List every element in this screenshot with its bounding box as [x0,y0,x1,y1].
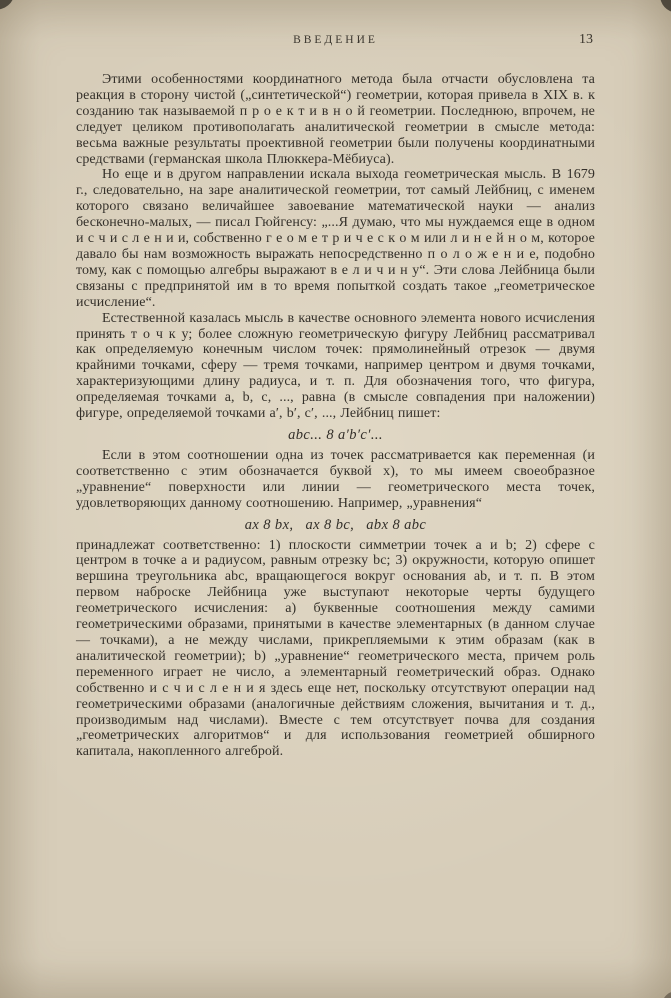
formula-congruence-points: abc... 8 a′b′c′... [288,426,383,443]
formula-equations: ax 8 bx, ax 8 bc, abx 8 abc [244,516,427,533]
scan-artifact-top-left [0,0,14,10]
text-block [76,34,595,760]
scan-artifact-bottom-right [662,991,671,998]
running-title: ВВЕДЕНИЕ [293,34,378,46]
paragraph-3: Естественной казалась мысль в качестве основного элемента нового исчисления принять т о ч к у; более сложную геометрическую фигуру Лейбниц рассматривал как определяемую конечным числом точек: прямолинейный отрезок — двумя крайними точками, сферу — тремя точками, например центром и двумя точками, характеризующими длину радиуса, и т. п. Для обозначения того, что фигура, определяемая точками a, b, c, ..., равна (в смысле совпадения при наложении) фигуре, определяемой точками a′, b′, c′, ..., Лейбниц пишет: [76,310,595,422]
scan-artifact-top-right [660,0,671,12]
paragraph-1: Этими особенностями координатного метода была отчасти обусловлена та реакция в сторону чистой („синтетической“) геометрии, которая привела в XIX в. к созданию так называемой п р о е к т и в н о й геометрии. Последнюю, впрочем, не следует целиком противополагать аналитической геометрии в смысле метода: весьма важные результаты проективной геометрии были получены координатными средствами (германская школа Плюккера-Мёбиуса). [76,72,595,167]
page-header [76,34,595,52]
paragraph-2: Но еще и в другом направлении искала выхода геометрическая мысль. В 1679 г., следовательно, на заре аналитической геометрии, тот самый Лейбниц, с именем которого связано величайшее завоевание математической науки — анализ бесконечно-малых, — писал Гюйгенсу: „...Я думаю, что мы нуждаемся еще в одном и с ч и с л е н и и, собственно г е о м е т р и ч е с к о м или л и н е й н о м, которое давало бы нам возможность выражать непосредственно п о л о ж е н и е, подобно тому, как с помощью алгебры выражают в е л и ч и н у“. Эти слова Лейбница были связаны с предпринятой им в то время попыткой создать такое „геометрическое исчисление“. [76,167,595,310]
paragraph-4: Если в этом соотношении одна из точек рассматривается как переменная (и соответственно с этим обозначается буквой x), то мы имеем своеобразное „уравнение“ поверхности или линии — геометрического места точек, удовлетворяющих данному соотношению. Например, „уравнения“ [76,447,595,511]
page-number: 13 [579,32,593,47]
body-text [76,72,595,760]
paragraph-5: принадлежат соответственно: 1) плоскости симметрии точек a и b; 2) сфере с центром в точке a и радиусом, равным отрезку bc; 3) окружности, которую опишет вершина треугольника abc, вращающегося вокруг основания ab, и т. п. В этом первом наброске Лейбница уже выступают некоторые черты будущего геометрического исчисления: a) буквенные соотношения между самими геометрическими образами, принятыми в качестве элементарных (в данном случае — точками), а не между числами, прикрепляемыми к этим образам (как в аналитической геометрии); b) „уравнение“ геометрического места, причем роль переменного играет не число, а элементарный геометрический образ. Однако собственно и с ч и с л е н и я здесь еще нет, поскольку отсутствуют операции над геометрическими образами (аналогичные действиям сложения, вычитания и т. д., производимым над числами). Вместе с тем отсутствует почва для создания „геометрических алгоритмов“ и для использования геометрией обширного капитала, накопленного алгеброй. [76,537,595,760]
